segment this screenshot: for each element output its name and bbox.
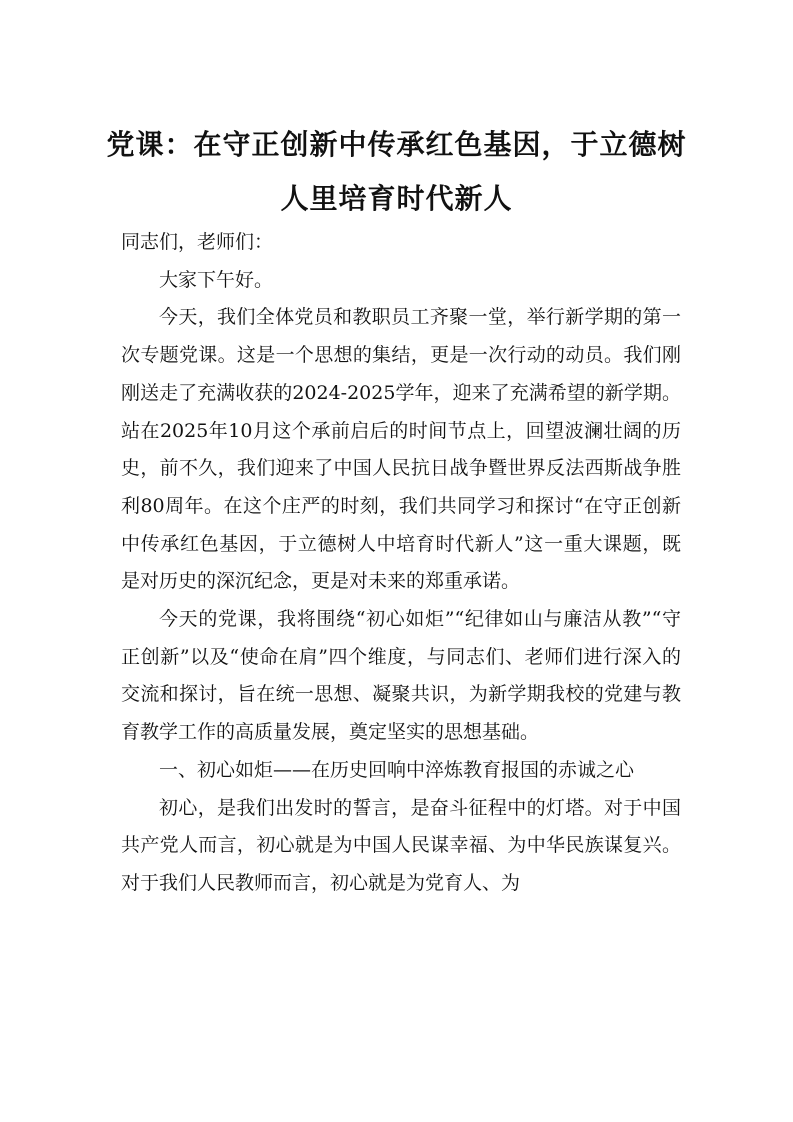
greeting-paragraph: 大家下午好。 <box>159 268 274 291</box>
intro-paragraph: 今天，我们全体党员和教职员工齐聚一堂，举行新学期的第一次专题党课。这是一个思想的集结，更是一次行动的动员。我们刚刚送走了充满收获的2024-2025学年，迎来了充满希望的新学期。站在2025年10月这个承前启后的时间节点上，回望波澜壮阔的历史，前不久，我们迎来了中国人民抗日战争暨世界反法西斯战争胜利80周年。在这个庄严的时刻，我们共同学习和探讨“在守正创新中传承红色基因，于立德树人中培育时代新人”这一重大课题，既是对历史的深沉纪念，更是对未来的郑重承诺。 <box>121 306 681 593</box>
document-title: 党课：在守正创新中传承红色基因，于立德树人里培育时代新人 <box>106 128 687 215</box>
salutation-paragraph: 同志们，老师们： <box>121 231 274 253</box>
document-body <box>121 224 681 903</box>
section-body-paragraph: 初心，是我们出发时的誓言，是奋斗征程中的灯塔。对于中国共产党人而言，初心就是为中国人民谋幸福、为中华民族谋复兴。对于我们人民教师而言，初心就是为党育人、为 <box>121 796 681 894</box>
outline-paragraph: 今天的党课，我将围绕“初心如炬”“纪律如山与廉洁从教”“守正创新”以及“使命在肩”四个维度，与同志们、老师们进行深入的交流和探讨，旨在统一思想、凝聚共识，为新学期我校的党建与教育教学工作的高质量发展，奠定坚实的思想基础。 <box>121 608 681 744</box>
section-heading: 一、初心如炬——在历史回响中淬炼教育报国的赤诚之心 <box>159 758 635 781</box>
